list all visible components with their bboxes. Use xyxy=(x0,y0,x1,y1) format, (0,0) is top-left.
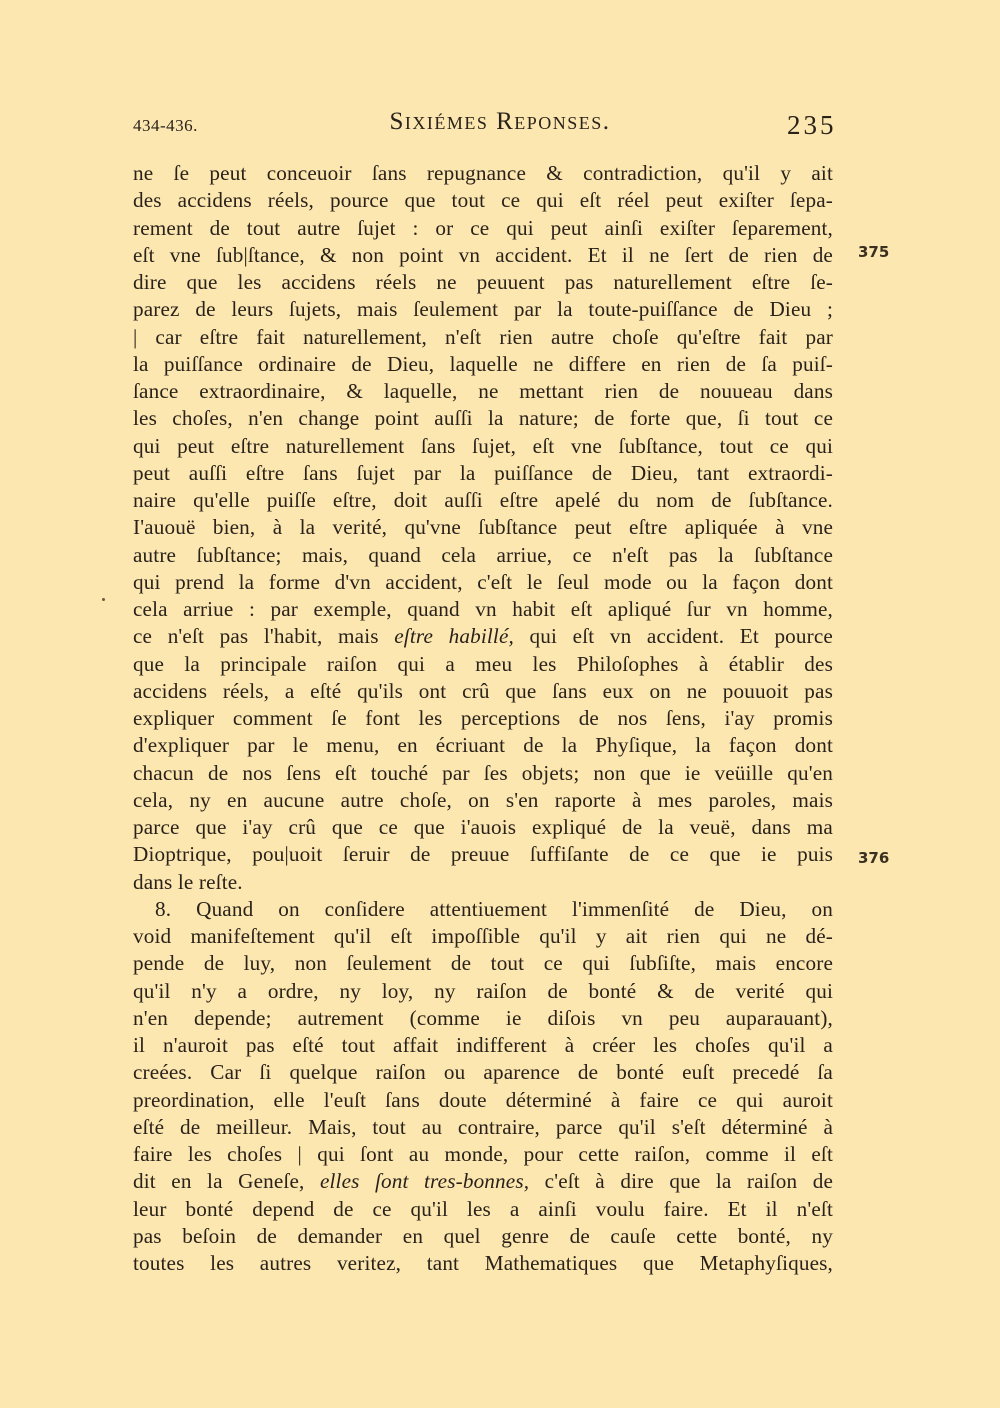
text-line: autre ſubſtance; mais, quand cela arriue, ce n'eſt pas la ſubſtance xyxy=(133,542,833,567)
text-line: d'expliquer par le menu, en écriuant de la Phyſique, la façon dont xyxy=(133,733,833,758)
text-line: parce que i'ay crû que ce que i'auois expliqué de la veuë, dans ma xyxy=(133,815,833,839)
text-line: Dioptrique, pou|uoit ſeruir de preuue ſuffiſante de ce que ie puis xyxy=(133,842,833,867)
text-run: dit en la Geneſe, xyxy=(133,1169,320,1194)
text-line: accidens réels, a eſté qu'ils ont crû que ſans eux on ne pouuoit pas xyxy=(133,678,833,703)
text-line: pende de luy, non ſeulement de tout ce qui ſubſiſte, mais encore xyxy=(133,951,833,976)
text-run: ce n'eſt pas l'habit, mais xyxy=(133,624,395,649)
running-header xyxy=(0,108,1000,148)
italic-phrase: eſtre habillé, xyxy=(394,624,514,649)
text-line: dire que les accidens réels ne peuuent pas naturellement eſtre ſe- xyxy=(133,270,833,294)
text-line xyxy=(133,623,833,650)
margin-line-number: 375 xyxy=(858,243,890,261)
text-line xyxy=(133,1168,833,1195)
text-line: des accidens réels, pource que tout ce qui eſt réel peut exiſter ſepa- xyxy=(133,188,833,213)
text-line: cela arriue : par exemple, quand vn habit eſt apliqué ſur vn homme, xyxy=(133,597,833,621)
page-number: 235 xyxy=(787,110,837,140)
text-line: faire les choſes | qui ſont au monde, pour cette raiſon, comme il eſt xyxy=(133,1142,833,1166)
main-text xyxy=(133,160,833,1277)
text-line: creées. Car ſi quelque raiſon ou aparence de bonté euſt precedé ſa xyxy=(133,1060,833,1085)
text-line: les choſes, n'en change point auſſi la nature; de forte que, ſi tout ce xyxy=(133,406,833,431)
text-line: preordination, elle l'euſt ſans doute déterminé à faire ce qui auroit xyxy=(133,1087,833,1112)
text-line: que la principale raiſon qui a meu les Philoſophes à établir des xyxy=(133,651,833,676)
text-line: eſté de meilleur. Mais, tout au contraire, parce qu'il s'eſt déterminé à xyxy=(133,1114,833,1139)
text-line: chacun de nos ſens eſt touché par ſes objets; non que ie veüille qu'en xyxy=(133,760,833,785)
text-line: qui prend la forme d'vn accident, c'eſt le ſeul mode ou la façon dont xyxy=(133,569,833,594)
text-line: eſt vne ſub|ſtance, & non point vn accident. Et il ne ſert de rien de xyxy=(133,242,833,267)
text-run: qui eſt vn accident. Et pource xyxy=(513,624,833,649)
text-line: parez de leurs ſujets, mais ſeulement par la toute-puiſſance de Dieu ; xyxy=(133,297,833,322)
text-line: qui peut eſtre naturellement ſans ſujet, eſt vne ſubſtance, tout ce qui xyxy=(133,433,833,458)
text-line: peut auſſi eſtre ſans ſujet par la puiſſance de Dieu, tant extraordi- xyxy=(133,460,833,485)
text-line: pas beſoin de demander en quel genre de cauſe cette bonté, ny xyxy=(133,1223,833,1248)
text-line: ſance extraordinaire, & laquelle, ne mettant rien de nouueau dans xyxy=(133,379,833,403)
text-line: naire qu'elle puiſſe eſtre, doit auſſi eſtre apelé du nom de ſubſtance. xyxy=(133,488,833,512)
text-line: 8. Quand on conſidere attentiuement l'immenſité de Dieu, on xyxy=(155,896,833,921)
text-line: dans le reſte. xyxy=(133,869,243,894)
text-line: n'en depende; autrement (comme ie diſois vn peu auparauant), xyxy=(133,1005,833,1030)
ink-speck xyxy=(102,598,105,601)
text-line: rement de tout autre ſujet : or ce qui peut ainſi exiſter ſeparement, xyxy=(133,215,833,240)
text-run: c'eſt à dire que la raiſon de xyxy=(529,1169,834,1194)
text-line: qu'il n'y a ordre, ny loy, ny raiſon de bonté & de verité qui xyxy=(133,978,833,1003)
text-line: la puiſſance ordinaire de Dieu, laquelle ne differe en rien de ſa puiſ- xyxy=(133,351,833,376)
text-line: cela, ny en aucune autre choſe, on s'en raporte à mes paroles, mais xyxy=(133,787,833,812)
text-line: il n'auroit pas eſté tout affait indifferent à créer les choſes qu'il a xyxy=(133,1033,833,1057)
margin-line-number: 376 xyxy=(858,849,890,867)
page-range: 434-436. xyxy=(133,116,198,135)
text-line: I'auouë bien, à la verité, qu'vne ſubſtance peut eſtre apliquée à vne xyxy=(133,515,833,540)
text-line: toutes les autres veritez, tant Mathematiques que Metaphyſiques, xyxy=(133,1251,833,1275)
text-line: void manifeſtement qu'il eſt impoſſible qu'il y ait rien qui ne dé- xyxy=(133,924,833,948)
italic-phrase: elles ſont tres-bonnes, xyxy=(319,1169,530,1194)
running-title: Sixiémes Reponses. xyxy=(389,108,611,135)
text-line: leur bonté depend de ce qu'il les a ainſi voulu faire. Et il n'eſt xyxy=(133,1196,833,1221)
text-line: ne ſe peut conceuoir ſans repugnance & contradiction, qu'il y ait xyxy=(133,161,833,185)
text-line: | car eſtre fait naturellement, n'eſt rien autre choſe qu'eſtre fait par xyxy=(133,324,833,349)
text-line: expliquer comment ſe font les perceptions de nos ſens, i'ay promis xyxy=(133,706,833,730)
